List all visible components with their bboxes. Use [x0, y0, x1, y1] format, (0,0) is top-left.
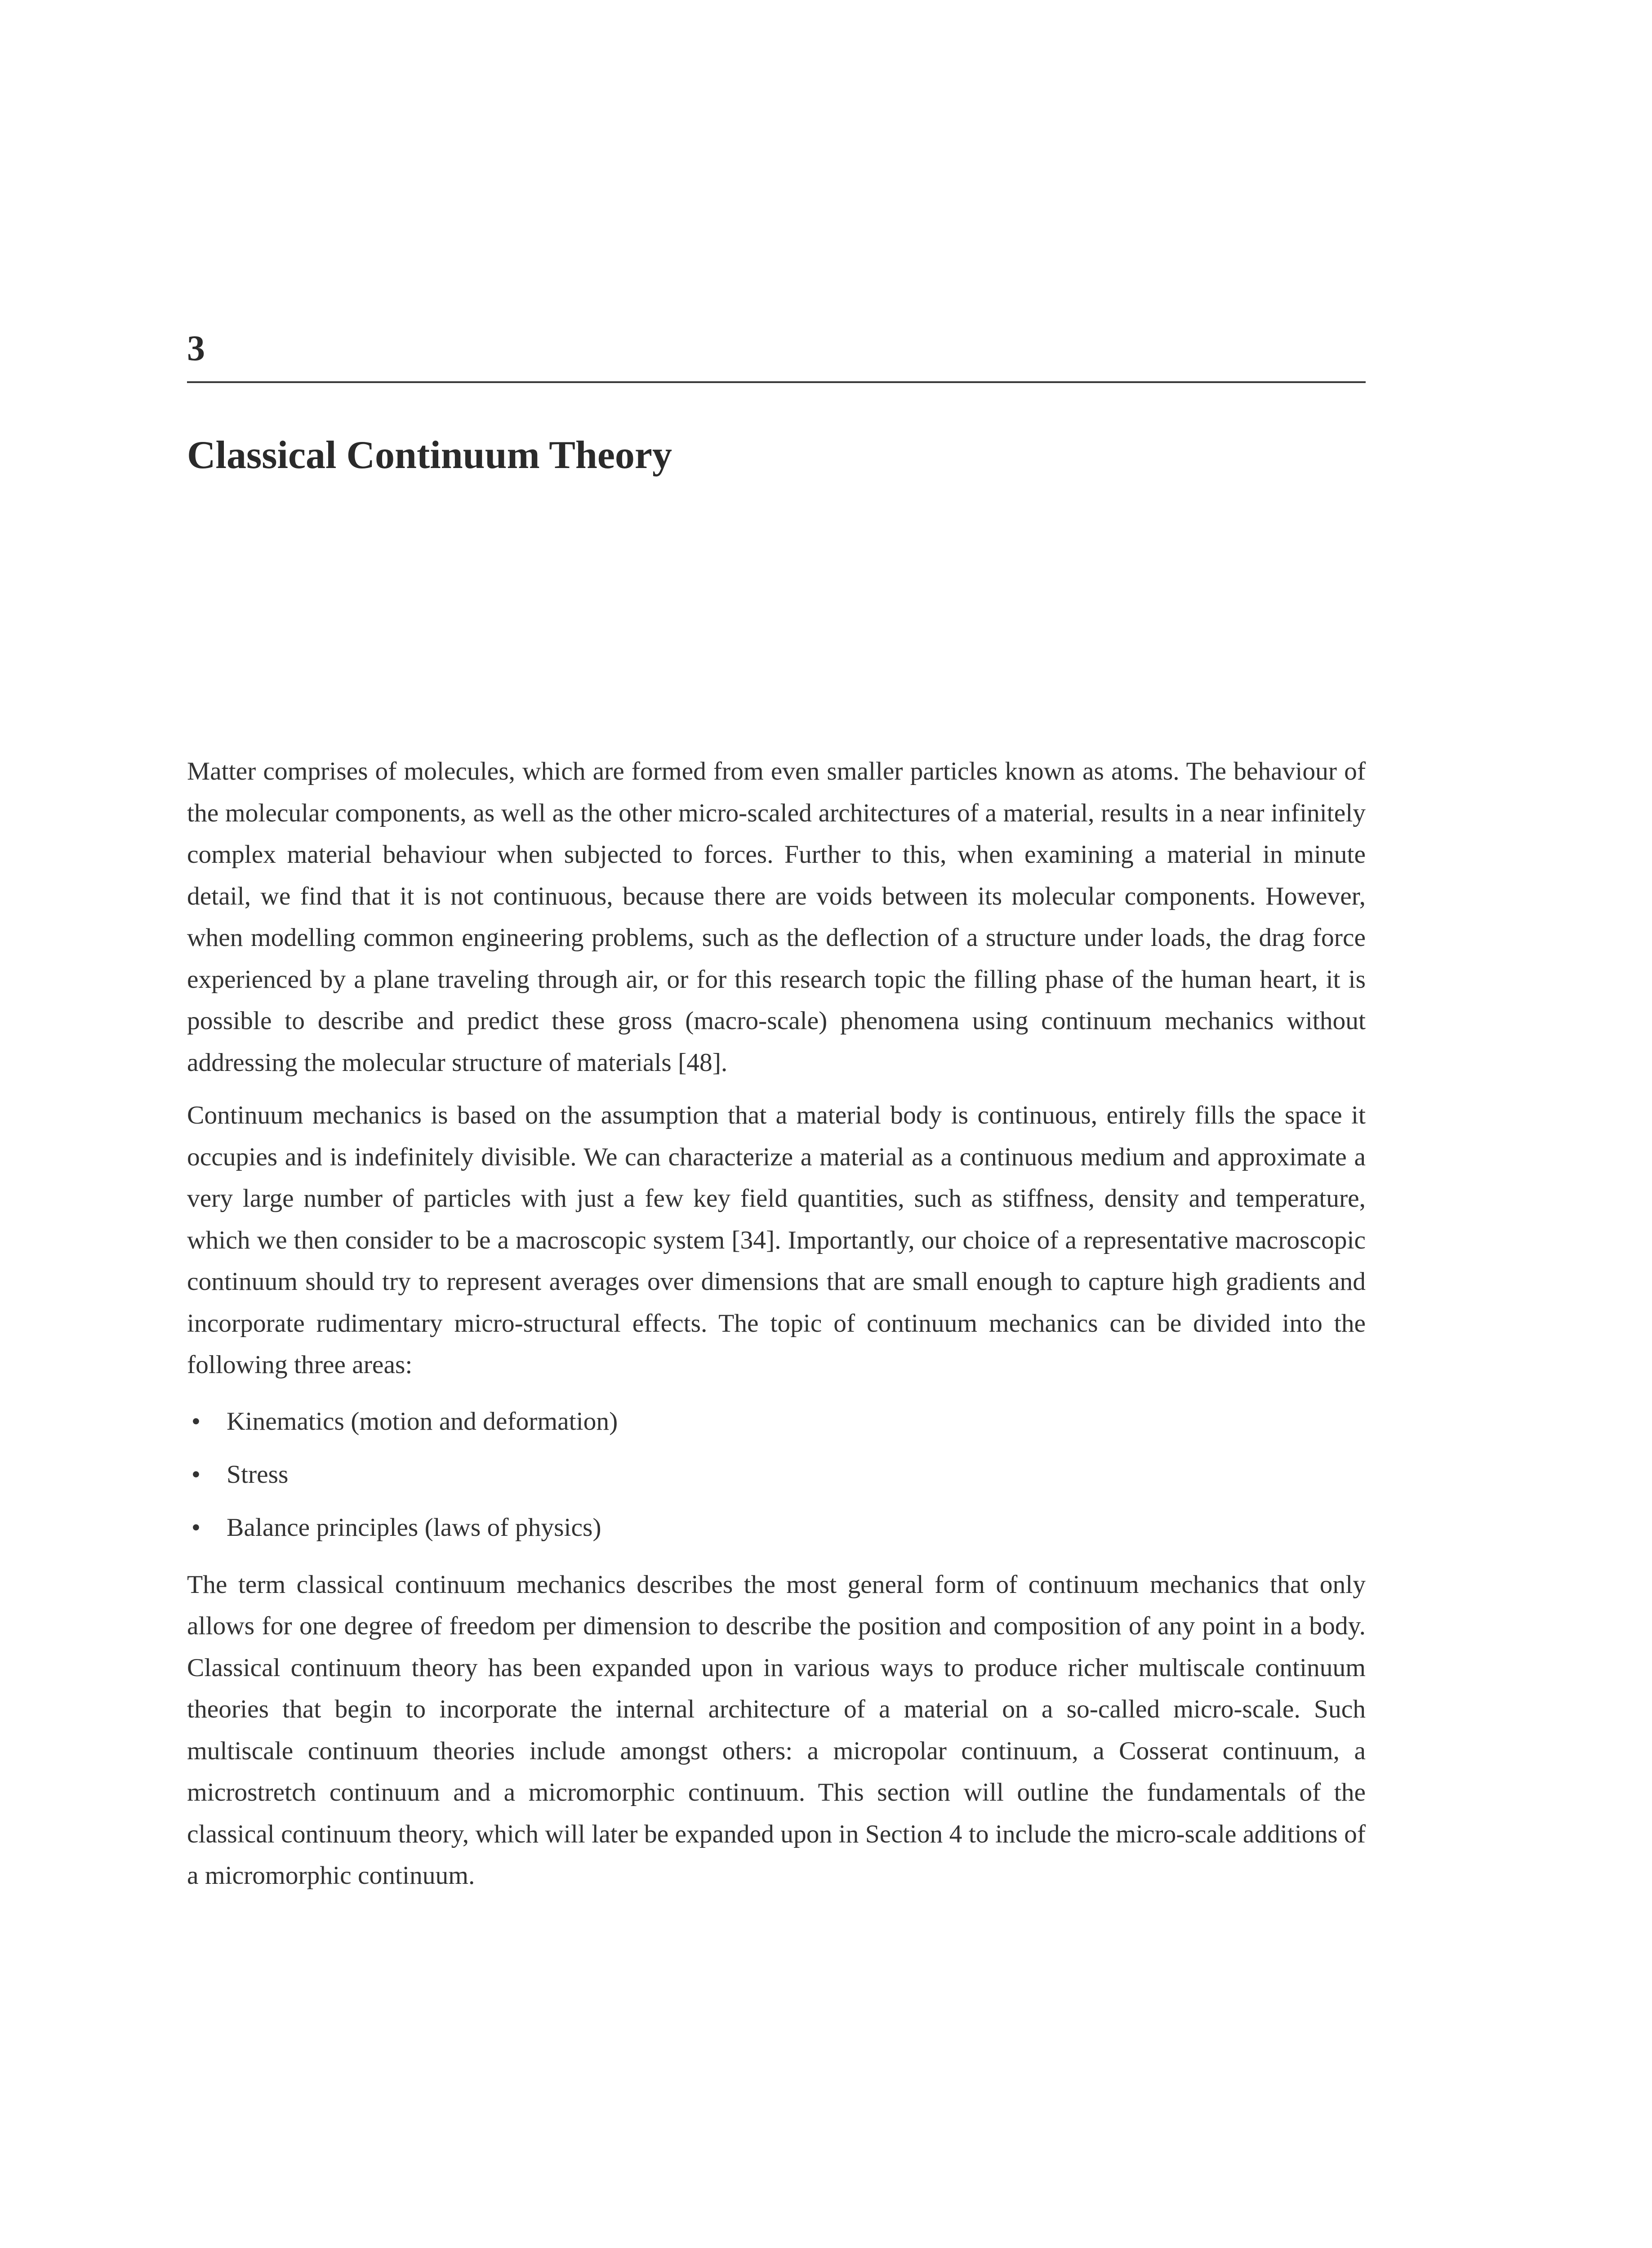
chapter-rule [187, 381, 1366, 383]
paragraph-spacer [187, 1084, 1366, 1095]
bullet-dot-icon: • [191, 1513, 201, 1542]
paragraph-matter: Matter comprises of molecules, which are formed from even smaller particles known as atoms. The behaviour of the molecular components, as well as the other micro-scaled architectures of a material, results in a near infinitely complex material behaviour when subjected to forces. Further to this, when examining a material in minute detail, we find that it is not continuous, because there are voids between its molecular components. However, when modelling common engineering problems, such as the deflection of a structure under loads, the drag force experienced by a plane traveling through air, or for this research topic the filling phase of the human heart, it is possible to describe and predict these gross (macro-scale) phenomena using continuum mechanics without addressing the molecular structure of materials [48]. [187, 757, 1366, 1077]
paragraph-continuum-mechanics: Continuum mechanics is based on the assumption that a material body is continuous, entirely fills the space it occupies and is indefinitely divisible. We can characterize a material as a continuous medium and approximate a very large number of particles with just a few key field quantities, such as stiffness, density and temperature, which we then consider to be a macroscopic system [34]. Importantly, our choice of a representative macroscopic continuum should try to represent averages over dimensions that are small enough to capture high gradients and incorporate rudimentary micro-structural effects. The topic of continuum mechanics can be divided into the following three areas: [187, 1101, 1366, 1379]
chapter-number: 3 [187, 329, 205, 368]
chapter-title: Classical Continuum Theory [187, 433, 672, 477]
paragraph-classical-continuum: The term classical continuum mechanics describes the most general form of continuum mechanics that only allows for one degree of freedom per dimension to describe the position and composition of any point in a body. Classical continuum theory has been expanded upon in various ways to produce richer multiscale continuum theories that begin to incorporate the internal architecture of a material on a so-called micro-scale. Such multiscale continuum theories include amongst others: a micropolar continuum, a Cosserat continuum, a microstretch continuum and a micromorphic continuum. This section will outline the fundamentals of the classical continuum theory, which will later be expanded upon in Section 4 to include the micro-scale additions of a micromorphic continuum. [187, 1570, 1366, 1890]
bullet-list [187, 1395, 1366, 1554]
bullet-dot-icon: • [191, 1460, 201, 1489]
bullet-text: Stress [227, 1460, 289, 1489]
bullet-item-stress [187, 1448, 1366, 1501]
list-spacer-bottom [187, 1554, 1366, 1564]
bullet-item-kinematics [187, 1395, 1366, 1448]
bullet-dot-icon: • [191, 1407, 201, 1436]
bullet-text: Balance principles (laws of physics) [227, 1513, 601, 1542]
bullet-text: Kinematics (motion and deformation) [227, 1407, 618, 1436]
list-spacer-top [187, 1386, 1366, 1395]
chapter-body [187, 751, 1366, 1897]
bullet-item-balance-principles [187, 1501, 1366, 1554]
